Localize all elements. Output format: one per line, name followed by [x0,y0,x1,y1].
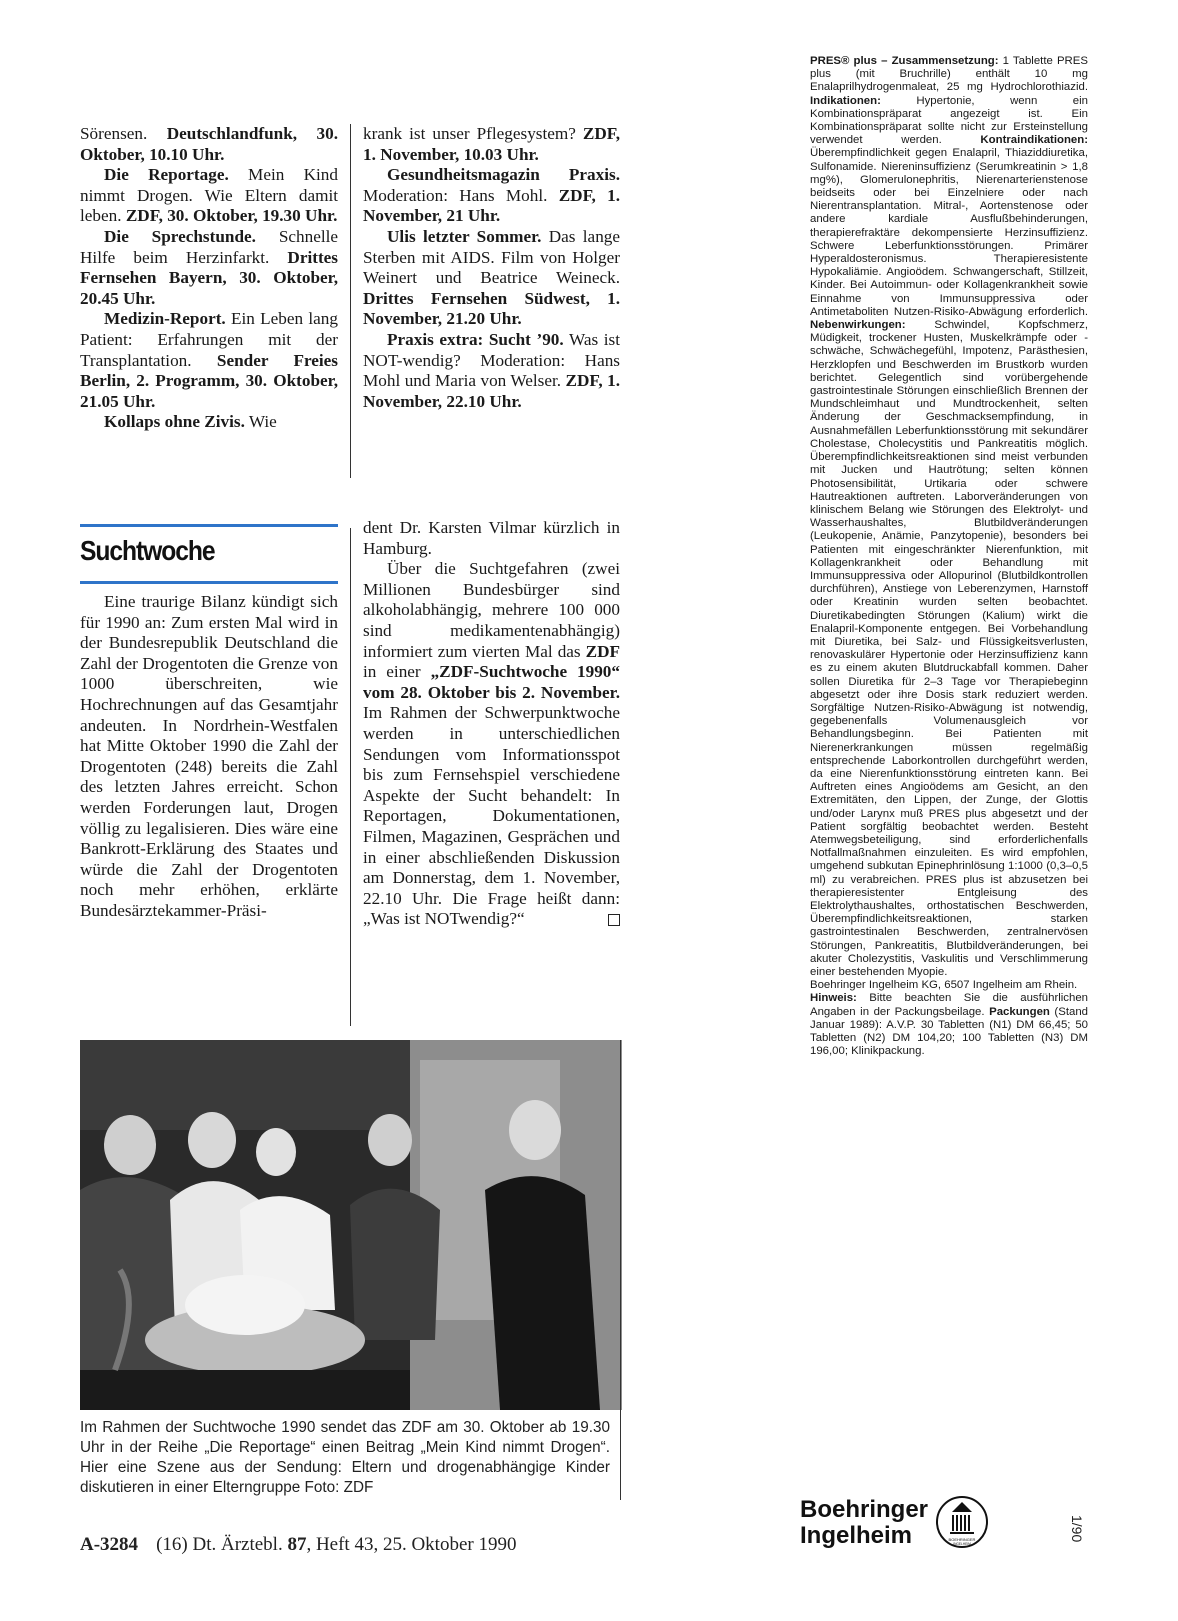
article-emphasis: „ZDF-Suchtwoche 1990“ vom 28. Oktober bis 2. November. [363,662,620,702]
listing-title: Gesundheitsmagazin Praxis. [387,165,620,185]
listing-text: Sörensen. [80,124,167,143]
article-photo [80,1040,622,1410]
photo-scene-illustration [80,1040,622,1410]
article-column-right [363,518,620,930]
ad-label: PRES® plus – Zusammensetzung: [810,55,999,67]
journal-volume: 87 [287,1534,307,1555]
listing-entry [80,412,338,433]
ad-label: Packungen [989,1005,1050,1018]
end-of-article-mark [608,914,620,926]
svg-text:BOEHRINGER: BOEHRINGER [948,1537,976,1542]
column-divider [350,124,351,478]
ad-paragraph [810,992,1088,1058]
photo-divider [620,1040,621,1500]
listing-text: Mein Kind nimmt Drogen. Wie Eltern damit leben. [80,165,338,226]
ad-paragraph [810,55,1088,979]
article-column-left [80,592,338,922]
article-text: Über die Suchtgefahren (zwei Millionen Bundesbürger sind alkoholabhängig, mehrere 100 000 sind medikamentenabhängig) informiert zum vierten Mal das [363,559,620,661]
listing-entry [363,330,620,412]
listing-text: Ein Leben lang Patient: Erfahrungen mit der Transplantation. [80,309,338,370]
listing-broadcast-info: ZDF, 1. November, 22.10 Uhr. [363,371,620,411]
ad-label: Kontraindikationen: [980,134,1088,147]
listing-entry [363,165,620,227]
ad-text: 1 Tablette PRES plus (mit Bruchrille) enthält 10 mg Enalaprilhydrogenmaleat, 25 mg Hydrochlorothiazid. [810,55,1088,94]
drug-information-ad [810,55,1088,1058]
ad-text: (Stand Januar 1989): A.V.P. 30 Tabletten (N1) DM 66,45; 50 Tabletten (N2) DM 104,20; 100 Tabletten (N3) DM 196,00; Klinikpackung. [810,1005,1088,1058]
listing-title: Ulis letzter Sommer. [387,226,542,246]
listing-broadcast-info: Drittes Fernsehen Südwest, 1. November, 21.20 Uhr. [363,288,620,329]
listing-title: Praxis extra: Sucht ’90. [387,329,564,349]
article-text: in einer [363,662,431,682]
listing-entry [80,124,338,165]
listing-text: Wie [244,412,277,432]
listing-broadcast-info: ZDF, 1. November, 10.03 Uhr. [363,124,620,164]
photo-caption: Im Rahmen der Suchtwoche 1990 sendet das ZDF am 30. Oktober ab 19.30 Uhr in der Reihe „Die Reportage“ einen Beitrag „Mein Kind nimmt Drogen“. Hier eine Szene aus der Sendung: Eltern und drogenabhängige Kinder diskutieren in einer Elterngruppe Foto: ZDF [80,1419,610,1496]
listing-title: Die Sprechstunde. [104,226,256,246]
listing-text: krank ist unser Pflegesystem? [363,124,583,143]
article-paragraph [363,559,620,930]
article-emphasis: ZDF [585,641,620,661]
section-heading: Suchtwoche [80,535,215,566]
column-program-listing-2 [363,124,620,412]
article-paragraph: dent Dr. Karsten Vilmar kürzlich in Hamburg. [363,518,620,558]
listing-broadcast-info: ZDF, 1. November, 21 Uhr. [363,185,620,226]
ad-label: Hinweis: [810,992,857,1005]
ad-company: Boehringer Ingelheim KG, 6507 Ingelheim am Rhein. [810,979,1078,992]
ad-text: Schwindel, Kopfschmerz, Müdigkeit, trockener Husten, Muskelkrämpfe oder -schwäche, Schwächegefühl, Impotenz, Parästhesien, Herzklopfen und Beschwerden im Brustkorb wurden berichtet. Gelegentlich sind vorübergehende gastrointestinale Störungen einschließlich Brennen der Mundschleimhaut und Mundtrockenheit, selten Änderung der Geschmacksempfindung, in Ausnahmefällen Leberfunktionsstörung mit sekundärer Cholestase, Cholecystitis und Pankreatitis möglich. Überempfindlichkeitsreaktionen sind meist verbunden mit Jucken und Hautrötung; selten können Photosensibilität, Urtikaria oder schwere Hautreaktionen auftreten. Laborveränderungen von klinischem Belang wie Störungen des Elektrolyt- und Wasserhaushaltes, Blutbildveränderungen (Leukopenie, Anämie, Panzytopenie), besonders bei Patienten mit eingeschränkter Nierenfunktion, mit Kollagenkrankheit oder Behandlung mit Immunsuppressiva oder Allopurinol (Blutbildkontrollen durchführen), Anstiege von Leberenzymen, Harnstoff oder Kreatinin wurden selten beobachtet. Diuretikabedingten Störungen (Kalium) wirkt die Enalapril-Komponente entgegen. Bei Vorbehandlung mit Diuretika, bei Salz- und Flüssigkeitsverlusten, renovaskulärer Hypertonie oder Herzinsuffizienz kann es zu einem akuten Blutdruckabfall kommen. Daher sollen Diuretika für 2–3 Tage vor Therapiebeginn abgesetzt oder ihre Dosis stark reduziert werden. Sorgfältige Nutzen-Risiko-Abwägung ist notwendig, gegebenenfalls Volumenausgleich vor Behandlungsbeginn. Bei Patienten mit Nierenerkrankungen müssen regelmäßig entsprechende Laborkontrollen durchgeführt werden, da eine Nierenfunktionsstörung eintreten kann. Bei Auftreten eines Angioödems am Gesicht, an den Extremitäten, den Lippen, der Zunge, der Glottis und/oder Larynx muß PRES plus abgesetzt und der Patient sorgfältig beobachtet werden. Besteht Atemwegsbeteiligung, sind erforderlichenfalls Notfallmaßnahmen einzuleiten. Es wird empfohlen, umgehend subkutan Epinephrinlösung 1:1000 (0,3–0,5 ml) zu verabreichen. PRES plus ist abzusetzen bei therapieresistenter Entgleisung des Elektrolythaushaltes, orthostatischen Beschwerden, Überempfindlichkeitsreaktionen, starken gastrointestinalen Beschwerden, zentralnervösen Störungen, Pankreatitis, Blutbildveränderungen, bei akuter Cholezystitis, Vaskulitis und Verschlimmerung einer bestehenden Myopie. [810,319,1088,979]
column-program-listing-1 [80,124,338,433]
ad-label: Indikationen: [810,94,881,107]
listing-title: Medizin-Report. [104,309,226,329]
listing-text: Moderation: Hans Mohl. [363,185,559,205]
article-text: Im Rahmen der Schwerpunktwoche werden in unterschiedlichen Sendungen vom Informationsspot bis zum Fernsehspiel verschiedene Aspekte der Sucht behandelt: In Reportagen, Dokumentationen, Filmen, Magazinen, Gesprächen und in einer abschließenden Diskussion am Donnerstag, dem 1. November, 22.10 Uhr. Die Frage heißt dann: „Was ist NOTwendig?“ [363,703,620,929]
ad-text: Überempfindlichkeit gegen Enalapril, Thiaziddiuretika, Sulfonamide. Niereninsuffizienz (Serumkreatinin > 1,8 mg%), Glomerulonephritis, Nierenarterienstenose beidseits oder bei Einzelniere oder nach Nierentransplantation. Mitral-, Aortenstenose oder andere kardiale Ausflußbehinderungen, therapierefraktäre dekompensierte Herzinsuffizienz. Schwere Leberfunktionsstörungen. Primärer Hyperaldosteronismus. Therapieresistente Hypokaliämie. Angioödem. Schwangerschaft, Stillzeit, Kinder. Bei Autoimmun- oder Kollagenkrankheit sowie Einnahme von Immunsuppressiva oder Antimetaboliten Nutzen-Risiko-Abwägung erforderlich. [810,147,1088,318]
heading-rule-top [80,524,338,527]
page-footer [80,1534,516,1556]
listing-entry [80,165,338,227]
svg-text:INGELHEIM: INGELHEIM [953,1542,971,1546]
listing-text: Was ist NOT-wendig? Moderation: Hans Mohl und Maria von Welser. [363,329,620,391]
listing-entry [363,227,620,330]
journal-issue: , Heft 43, 25. Oktober 1990 [306,1534,517,1555]
boehringer-logo-icon [935,1495,989,1549]
page-number: A-3284 [80,1534,139,1555]
listing-entry [363,124,620,165]
listing-text: Das lange Sterben mit AIDS. Film von Holger Weinert und Beatrice Weineck. [363,226,621,288]
brand-line-2: Ingelheim [800,1522,913,1549]
brand-wordmark [800,1497,928,1549]
ad-text: Hypertonie, wenn ein Kombinationspräparat angezeigt ist. Ein Kombinationspräparat sollte nicht zur Ersteinstellung verwendet werden. [810,94,1088,147]
journal-source: (16) Dt. Ärztebl. [156,1534,288,1555]
heading-rule-bottom [80,581,338,584]
listing-title: Die Reportage. [104,165,229,185]
listing-title: Kollaps ohne Zivis. [104,412,245,432]
listing-entry [80,227,338,309]
listing-text: Schnelle Hilfe beim Herzinfarkt. [80,226,338,267]
listing-broadcast-info: ZDF, 30. Oktober, 19.30 Uhr. [125,206,338,226]
article-paragraph: Eine traurige Bilanz kündigt sich für 1990 an: Zum ersten Mal wird in der Bundesrepublik Deutschland die Zahl der Drogentoten die Grenze von 1000 überschreiten, wie Hochrechnungen auf das Gesamtjahr andeuten. In Nordrhein-Westfalen hat Mitte Oktober 1990 die Zahl der Drogentoten (248) bereits die Zahl des letzten Jahres erreicht. Schon werden Forderungen laut, Drogen völlig zu legalisieren. Dies wäre eine Bankrott-Erklärung des Staates und würde die Zahl der Drogentoten noch mehr erhöhen, erklärte Bundesärztekammer-Präsi- [80,592,338,920]
listing-broadcast-info: Sender Freies Berlin, 2. Programm, 30. Oktober, 21.05 Uhr. [80,350,339,411]
column-divider [350,528,351,1026]
ad-label: Nebenwirkungen: [810,319,906,332]
listing-broadcast-info: Deutschlandfunk, 30. Oktober, 10.10 Uhr. [80,124,338,164]
listing-broadcast-info: Drittes Fernsehen Bayern, 30. Oktober, 20.45 Uhr. [80,247,338,308]
ad-code: 1/90 [1069,1515,1085,1543]
ad-text: Bitte beachten Sie die ausführlichen Angaben in der Packungsbeilage. [810,992,1088,1018]
brand-line-1: Boehringer [800,1496,929,1523]
listing-entry [80,309,338,412]
